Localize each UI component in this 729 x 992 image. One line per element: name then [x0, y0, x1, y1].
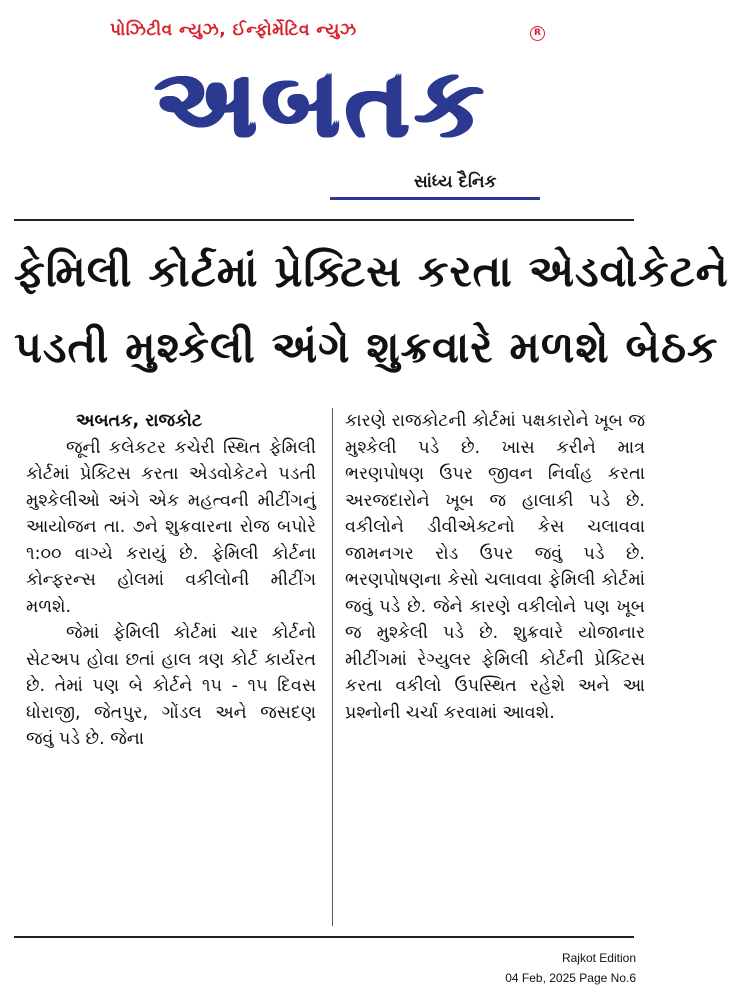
paragraph: જૂની કલેકટર કચેરી સ્થિત ફેમિલી કોર્ટમાં પ્રેક્ટિસ કરતા એડવોકેટને પડતી મુશ્કેલીઓ અંગે એક મહત્વની મીટીંગનું આયોજન તા. ૭ને શુક્રવારના રોજ બપોરે ૧:૦૦ વાગ્યે કરાયું છે. ફેમિલી કોર્ટના કોન્ફરન્સ હોલમાં વકીલોની મીટીંગ મળશે. [26, 437, 316, 617]
dateline: અબતક, રાજકોટ [76, 411, 203, 431]
article-column-2 [332, 408, 645, 926]
headline-line-2: પડતી મુશ્કેલી અંગે શુક્રવારે મળશે બેઠક [14, 323, 719, 373]
edition-info [505, 948, 636, 988]
paragraph: જેમાં ફેમિલી કોર્ટમાં ચાર કોર્ટનો સેટઅપ હોવા છતાં હાલ ત્રણ કોર્ટ કાર્યરત છે. તેમાં પણ બે કોર્ટને ૧૫ - ૧૫ દિવસ ધોરાજી, જેતપુર, ગોંડલ અને જસદણ જવું પડે છે. જેના [26, 623, 316, 749]
logo-underline [330, 197, 540, 200]
registered-mark-icon: R [530, 26, 545, 41]
newspaper-logo: અબતક [155, 47, 489, 159]
article-headline [14, 234, 729, 386]
masthead-subtitle: સાંધ્ય દૈનિક [414, 172, 497, 192]
article-body [14, 408, 645, 928]
edition-date-page: 04 Feb, 2025 Page No.6 [505, 971, 636, 985]
paragraph: કારણે રાજકોટની કોર્ટમાં પક્ષકારોને ખૂબ જ મુશ્કેલી પડે છે. ખાસ કરીને માત્ર ભરણપોષણ ઉપર જીવન નિર્વાહ કરતા અરજદારોને ખૂબ જ હાલાકી પડે છે. વકીલોને ડીવીએક્ટનો કેસ ચલાવવા જામનગર રોડ ઉપર જવું પડે છે. ભરણપોષણના કેસો ચલાવવા ફેમિલી કોર્ટમાં જવું પડે છે. જેને કારણે વકીલોને પણ ખૂબ જ મુશ્કેલી પડે છે. શુક્રવારે યોજાનાર મીટીંગમાં રેગ્યુલર ફેમિલી કોર્ટની પ્રેક્ટિસ કરતા વકીલો ઉપસ્થિત રહેશે અને આ પ્રશ્નોની ચર્ચા કરવામાં આવશે. [345, 411, 645, 723]
masthead [0, 0, 648, 210]
footer-rule [14, 936, 634, 938]
headline-line-1: ફેમિલી કોર્ટમાં પ્રેક્ટિસ કરતા એડવોકેટને [14, 247, 729, 297]
edition-name: Rajkot Edition [561, 951, 636, 965]
masthead-tagline: પોઝિટીવ ન્યુઝ, ઈન્ફોર્મેટિવ ન્યુઝ [110, 20, 357, 40]
headline-top-rule [14, 219, 634, 221]
article-column-1 [26, 408, 316, 753]
